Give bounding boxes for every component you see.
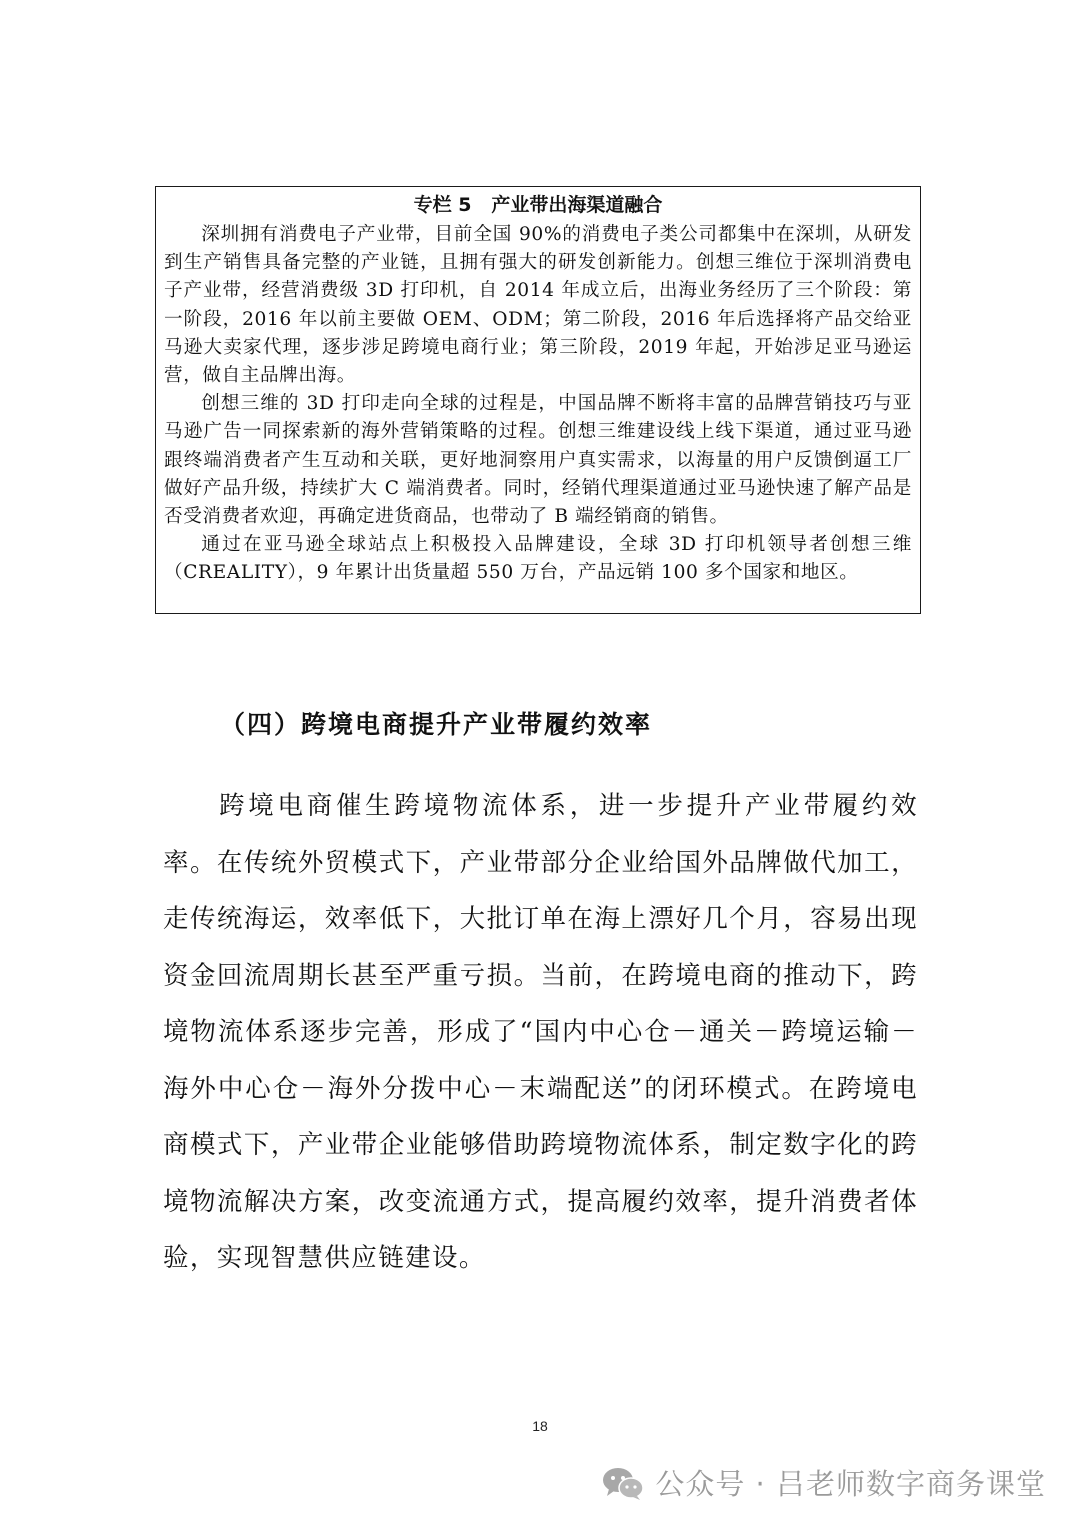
sidebar-paragraph-2: 创想三维的 3D 打印走向全球的过程是，中国品牌不断将丰富的品牌营销技巧与亚马逊广告一同探索新的海外营销策略的过程。创想三维建设线上线下渠道，通过亚马逊跟终端消费者产生互动和关联，更好地洞察用户真实需求，以海量的用户反馈倒逼工厂做好产品升级，持续扩大 C 端消费者。同时，经销代理渠道通过亚马逊快速了解产品是否受消费者欢迎，再确定进货商品，也带动了 B 端经销商的销售。 bbox=[164, 393, 912, 528]
section-body-paragraph: 跨境电商催生跨境物流体系，进一步提升产业带履约效率。在传统外贸模式下，产业带部分企业给国外品牌做代加工，走传统海运，效率低下，大批订单在海上漂好几个月，容易出现资金回流周期长甚至严重亏损。当前，在跨境电商的推动下，跨境物流体系逐步完善，形成了“国内中心仓－通关－跨境运输－海外中心仓－海外分拨中心－末端配送”的闭环模式。在跨境电商模式下，产业带企业能够借助跨境物流体系，制定数字化的跨境物流解决方案，改变流通方式，提高履约效率，提升消费者体验，实现智慧供应链建设。 bbox=[163, 791, 918, 1273]
sidebar-paragraph-1: 深圳拥有消费电子产业带，目前全国 90%的消费电子类公司都集中在深圳，从研发到生产销售具备完整的产业链，且拥有强大的研发创新能力。创想三维位于深圳消费电子产业带，经营消费级 3D 打印机，自 2014 年成立后，出海业务经历了三个阶段：第一阶段，2016 年以前主要做 OEM、ODM；第二阶段，2016 年后选择将产品交给亚马逊大卖家代理，逐步涉足跨境电商行业；第三阶段，2019 年起，开始涉足亚马逊运营，做自主品牌出海。 bbox=[164, 224, 912, 387]
sidebar-box bbox=[155, 186, 921, 614]
section-heading: （四）跨境电商提升产业带履约效率 bbox=[220, 710, 653, 739]
sidebar-paragraph-3: 通过在亚马逊全球站点上积极投入品牌建设，全球 3D 打印机领导者创想三维（CREALITY），9 年累计出货量超 550 万台，产品远销 100 多个国家和地区。 bbox=[164, 534, 912, 584]
page-number: 18 bbox=[532, 1418, 548, 1434]
wechat-icon bbox=[601, 1465, 645, 1501]
sidebar-box-title: 专栏 5 产业带出海渠道融合 bbox=[413, 194, 663, 216]
watermark bbox=[601, 1462, 1046, 1503]
watermark-text: 公众号 · 吕老师数字商务课堂 bbox=[655, 1467, 1046, 1501]
